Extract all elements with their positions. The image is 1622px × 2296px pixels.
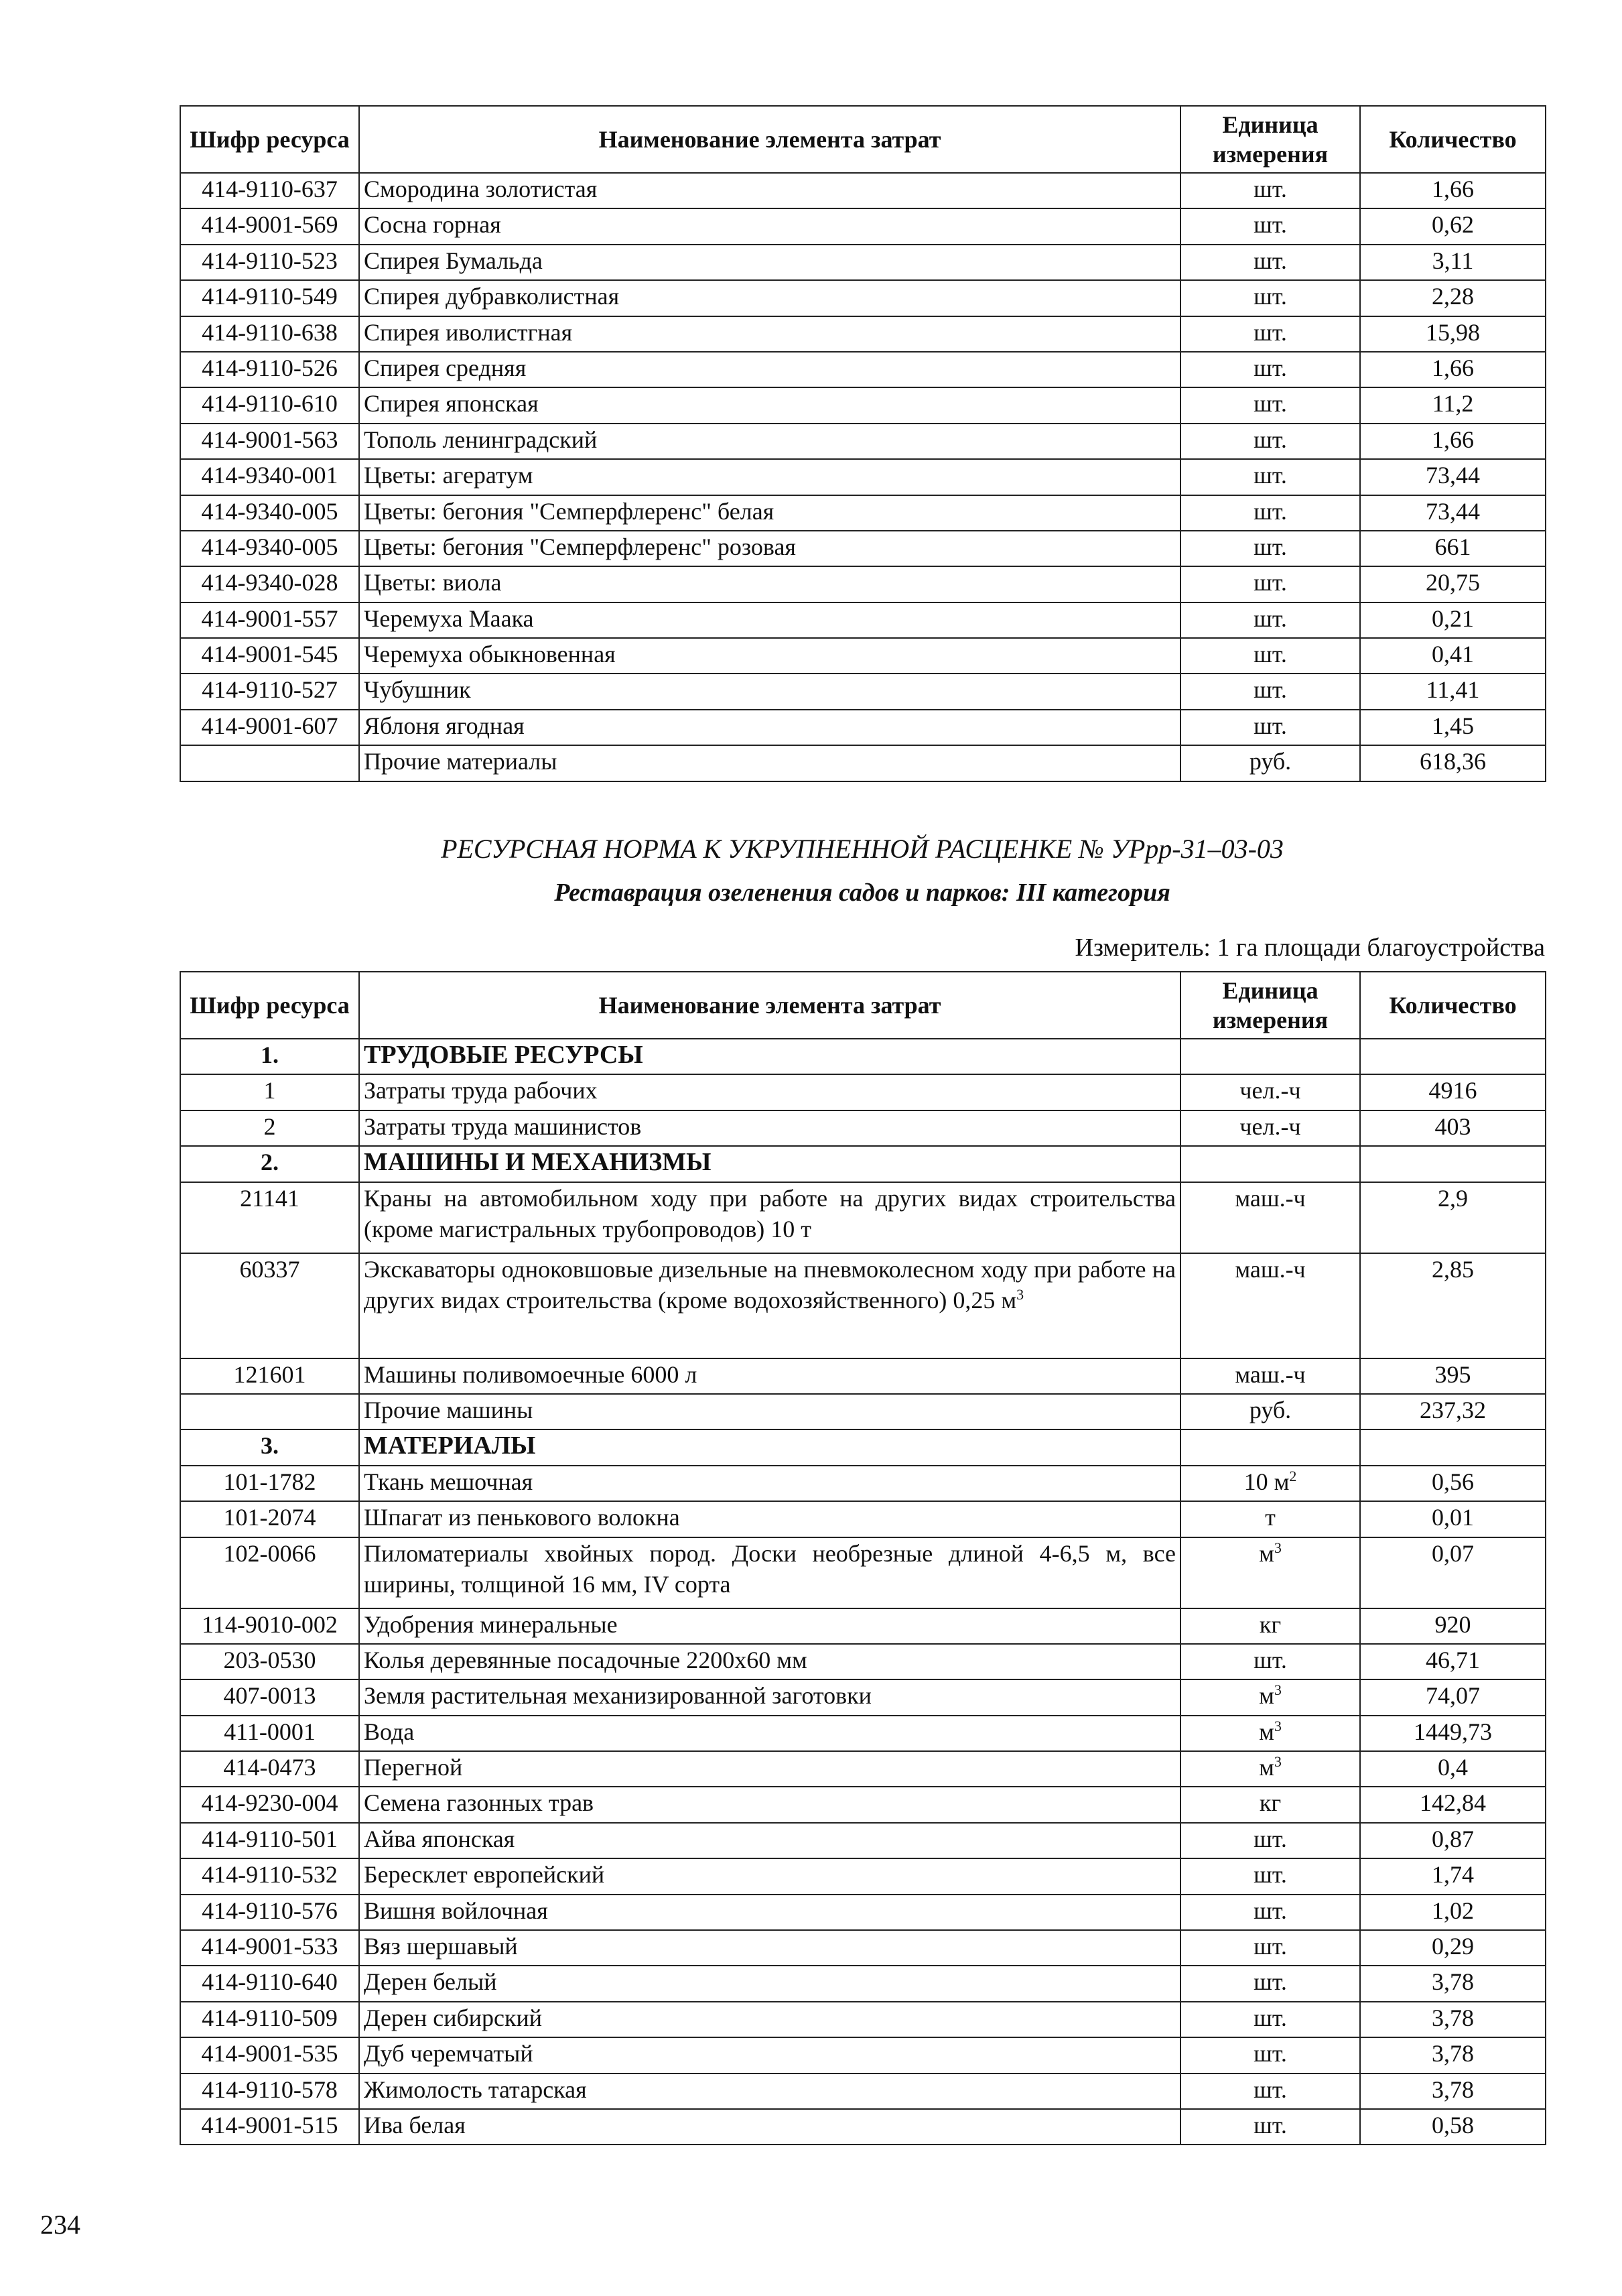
cell-unit: кг (1180, 1787, 1360, 1822)
table-row (180, 1930, 1546, 1966)
cell-code: 414-9110-527 (180, 674, 359, 709)
cell-name: Вишня войлочная (359, 1895, 1180, 1930)
cell-unit: т (1180, 1501, 1360, 1537)
cell-unit: шт. (1180, 2002, 1360, 2037)
cell-name: Удобрения минеральные (359, 1608, 1180, 1644)
cell-unit: руб. (1180, 745, 1360, 781)
header-name: Наименование элемента затрат (359, 106, 1180, 173)
cell-qty: 73,44 (1360, 459, 1546, 495)
cell-qty: 3,78 (1360, 2074, 1546, 2109)
section-row-labor (180, 1039, 1546, 1074)
cell-unit: руб. (1180, 1394, 1360, 1429)
cell-code: 203-0530 (180, 1644, 359, 1679)
section-number: 3. (180, 1429, 359, 1465)
table-row (180, 1895, 1546, 1930)
cell-qty: 0,29 (1360, 1930, 1546, 1966)
page-number: 234 (40, 2210, 80, 2240)
cell-unit: маш.-ч (1180, 1253, 1360, 1358)
cell-qty: 618,36 (1360, 745, 1546, 781)
section-row-materials (180, 1429, 1546, 1465)
table-row (180, 531, 1546, 566)
section-number: 2. (180, 1146, 359, 1182)
superscript: 3 (1274, 1717, 1282, 1734)
superscript: 3 (1274, 1753, 1282, 1771)
cell-name: Колья деревянные посадочные 2200х60 мм (359, 1644, 1180, 1679)
cell-name: Земля растительная механизированной заготовки (359, 1679, 1180, 1715)
table-row (180, 2109, 1546, 2145)
cell-code: 101-2074 (180, 1501, 359, 1537)
cell-unit: шт. (1180, 1823, 1360, 1858)
cell-unit (1180, 1716, 1360, 1751)
table-row (180, 674, 1546, 709)
cell-code: 121601 (180, 1358, 359, 1394)
cell-unit: шт. (1180, 1930, 1360, 1966)
cell-code (180, 745, 359, 781)
cell-name: Чубушник (359, 674, 1180, 709)
cell-qty: 73,44 (1360, 495, 1546, 531)
cell-code: 411-0001 (180, 1716, 359, 1751)
cell-code: 414-9110-501 (180, 1823, 359, 1858)
cell-code: 414-9110-637 (180, 173, 359, 208)
cell-unit: шт. (1180, 674, 1360, 709)
cell-unit: шт. (1180, 1895, 1360, 1930)
table-row (180, 1358, 1546, 1394)
table-row (180, 1608, 1546, 1644)
cell-code: 414-9001-545 (180, 638, 359, 674)
cell-unit: чел.-ч (1180, 1110, 1360, 1146)
table-row (180, 1751, 1546, 1787)
superscript: 3 (1274, 1681, 1282, 1699)
cell-name: Черемуха Маака (359, 602, 1180, 638)
header-code: Шифр ресурса (180, 106, 359, 173)
section-title: МАТЕРИАЛЫ (359, 1429, 1180, 1465)
cell-unit: шт. (1180, 245, 1360, 280)
cell-unit (1180, 1751, 1360, 1787)
norm-subtitle: Реставрация озеленения садов и парков: III категория (554, 879, 1170, 907)
resource-norm-table (180, 971, 1546, 2145)
table-row (180, 352, 1546, 387)
cell-qty: 142,84 (1360, 1787, 1546, 1822)
cell-qty: 920 (1360, 1608, 1546, 1644)
cell-qty: 1,45 (1360, 710, 1546, 745)
section-title: ТРУДОВЫЕ РЕСУРСЫ (359, 1039, 1180, 1074)
cell-unit: шт. (1180, 638, 1360, 674)
cell-unit: шт. (1180, 424, 1360, 459)
table-row (180, 316, 1546, 352)
table-header-row (180, 972, 1546, 1039)
cell-code: 414-9340-001 (180, 459, 359, 495)
cell-code: 414-9230-004 (180, 1787, 359, 1822)
measure-unit-note: Измеритель: 1 га площади благоустройства (1075, 934, 1545, 962)
cell-unit: шт. (1180, 1644, 1360, 1679)
table-row (180, 710, 1546, 745)
cell-name: Спирея средняя (359, 352, 1180, 387)
cell-code: 21141 (180, 1182, 359, 1253)
cell-code: 414-9110-576 (180, 1895, 359, 1930)
cell-name: Семена газонных трав (359, 1787, 1180, 1822)
table-row (180, 387, 1546, 423)
cell-unit: шт. (1180, 566, 1360, 602)
cell-qty: 4916 (1360, 1074, 1546, 1110)
table-row (180, 1074, 1546, 1110)
cell-qty: 0,21 (1360, 602, 1546, 638)
cell-qty: 11,2 (1360, 387, 1546, 423)
header-code: Шифр ресурса (180, 972, 359, 1039)
cell-code: 414-9340-005 (180, 531, 359, 566)
cell-name: Краны на автомобильном ходу при работе на других видах строительства (кроме магистральных трубопроводов) 10 т (359, 1182, 1180, 1253)
cell-unit: шт. (1180, 352, 1360, 387)
cell-code: 414-9110-532 (180, 1858, 359, 1894)
cell-qty: 403 (1360, 1110, 1546, 1146)
cell-unit: шт. (1180, 2037, 1360, 2073)
table-row (180, 424, 1546, 459)
cell-code: 414-0473 (180, 1751, 359, 1787)
cell-code: 102-0066 (180, 1537, 359, 1608)
cell-code: 414-9110-509 (180, 2002, 359, 2037)
cell-name: Ткань мешочная (359, 1466, 1180, 1501)
cell-qty: 0,4 (1360, 1751, 1546, 1787)
cell-unit-text: м (1259, 1682, 1274, 1710)
cell-code: 414-9001-533 (180, 1930, 359, 1966)
cell-name: Перегной (359, 1751, 1180, 1787)
table-header-row (180, 106, 1546, 173)
cell-unit: шт. (1180, 280, 1360, 316)
cell-unit: шт. (1180, 173, 1360, 208)
header-qty: Количество (1360, 106, 1546, 173)
cell-code: 414-9110-610 (180, 387, 359, 423)
cell-qty: 3,78 (1360, 2002, 1546, 2037)
cell-unit: шт. (1180, 2109, 1360, 2145)
table-row (180, 1966, 1546, 2001)
cell-qty: 1449,73 (1360, 1716, 1546, 1751)
cell-unit-text: м (1259, 1754, 1274, 1781)
cell-name: Жимолость татарская (359, 2074, 1180, 2109)
cell-name: Прочие материалы (359, 745, 1180, 781)
cell-unit: шт. (1180, 208, 1360, 244)
cell-name: Спирея японская (359, 387, 1180, 423)
table-row (180, 1182, 1546, 1253)
cell-name: Цветы: виола (359, 566, 1180, 602)
cell-qty: 0,41 (1360, 638, 1546, 674)
cell-qty: 3,78 (1360, 2037, 1546, 2073)
cell-name: Цветы: агератум (359, 459, 1180, 495)
cell-unit: чел.-ч (1180, 1074, 1360, 1110)
cell-qty: 1,02 (1360, 1895, 1546, 1930)
header-qty: Количество (1360, 972, 1546, 1039)
cell-name: Ива белая (359, 2109, 1180, 2145)
cell-unit: шт. (1180, 316, 1360, 352)
table-row (180, 1394, 1546, 1429)
cell-unit: шт. (1180, 602, 1360, 638)
cell-name: Тополь ленинградский (359, 424, 1180, 459)
cell-code: 414-9110-578 (180, 2074, 359, 2109)
cell-code (180, 1394, 359, 1429)
cell-qty: 237,32 (1360, 1394, 1546, 1429)
cell-unit: шт. (1180, 1858, 1360, 1894)
cell-code: 407-0013 (180, 1679, 359, 1715)
table-row (180, 1253, 1546, 1358)
cell-name: Черемуха обыкновенная (359, 638, 1180, 674)
cell-unit: шт. (1180, 531, 1360, 566)
cell-code: 414-9001-535 (180, 2037, 359, 2073)
cell-unit (1180, 1466, 1360, 1501)
cell-qty: 0,87 (1360, 1823, 1546, 1858)
cell-name: Спирея иволистгная (359, 316, 1180, 352)
superscript: 2 (1289, 1467, 1297, 1484)
cell-unit: шт. (1180, 2074, 1360, 2109)
cell-unit: маш.-ч (1180, 1182, 1360, 1253)
cell-code: 414-9001-569 (180, 208, 359, 244)
cell-name: Цветы: бегония "Семперфлеренс" белая (359, 495, 1180, 531)
table-row (180, 2037, 1546, 2073)
table-row (180, 459, 1546, 495)
cell-qty: 1,74 (1360, 1858, 1546, 1894)
cell-qty: 0,56 (1360, 1466, 1546, 1501)
header-name: Наименование элемента затрат (359, 972, 1180, 1039)
cell-qty: 3,78 (1360, 1966, 1546, 2001)
table-row (180, 495, 1546, 531)
cell-unit-text: м (1259, 1718, 1274, 1745)
table-row (180, 245, 1546, 280)
cell-name: Сосна горная (359, 208, 1180, 244)
cell-name-text: Экскаваторы одноковшовые дизельные на пневмоколесном ходу при работе на других видах строительства (кроме водохозяйственного) 0,25 м (364, 1255, 1176, 1314)
cell-code: 414-9001-515 (180, 2109, 359, 2145)
cell-qty: 46,71 (1360, 1644, 1546, 1679)
table-row (180, 1501, 1546, 1537)
cell-name: Машины поливомоечные 6000 л (359, 1358, 1180, 1394)
cell-unit: шт. (1180, 459, 1360, 495)
cell-unit: маш.-ч (1180, 1358, 1360, 1394)
section-row-machines (180, 1146, 1546, 1182)
cell-code: 114-9010-002 (180, 1608, 359, 1644)
cell-code: 1 (180, 1074, 359, 1110)
section-title: МАШИНЫ И МЕХАНИЗМЫ (359, 1146, 1180, 1182)
cell-qty: 661 (1360, 531, 1546, 566)
cell-name: Затраты труда рабочих (359, 1074, 1180, 1110)
cell-name: Затраты труда машинистов (359, 1110, 1180, 1146)
cell-code: 414-9110-523 (180, 245, 359, 280)
table-row (180, 745, 1546, 781)
table-row (180, 566, 1546, 602)
cell-unit: кг (1180, 1608, 1360, 1644)
norm-title: РЕСУРСНАЯ НОРМА К УКРУПНЕННОЙ РАСЦЕНКЕ № УРрр-31–03-03 (441, 834, 1284, 864)
cell-name: Спирея Бумальда (359, 245, 1180, 280)
cell-code: 414-9001-563 (180, 424, 359, 459)
table-row (180, 2074, 1546, 2109)
cell-code: 414-9001-607 (180, 710, 359, 745)
cell-code: 414-9110-526 (180, 352, 359, 387)
cell-code: 414-9340-005 (180, 495, 359, 531)
cell-name: Пиломатериалы хвойных пород. Доски необрезные длиной 4-6,5 м, все ширины, толщиной 16 мм, IV сорта (359, 1537, 1180, 1608)
table-row (180, 638, 1546, 674)
cell-qty: 3,11 (1360, 245, 1546, 280)
cell-code: 414-9110-640 (180, 1966, 359, 2001)
cell-code: 2 (180, 1110, 359, 1146)
cell-qty: 1,66 (1360, 424, 1546, 459)
cell-name: Яблоня ягодная (359, 710, 1180, 745)
cell-code: 414-9110-549 (180, 280, 359, 316)
cell-unit-text: 10 м (1243, 1468, 1290, 1495)
cell-name: Вода (359, 1716, 1180, 1751)
cell-name: Бересклет европейский (359, 1858, 1180, 1894)
cell-unit: шт. (1180, 495, 1360, 531)
cell-unit-text: м (1259, 1539, 1274, 1567)
cell-qty: 395 (1360, 1358, 1546, 1394)
header-unit: Единица измерения (1180, 972, 1360, 1039)
cell-qty: 11,41 (1360, 674, 1546, 709)
cell-code: 414-9340-028 (180, 566, 359, 602)
cell-name: Шпагат из пенькового волокна (359, 1501, 1180, 1537)
cell-name: Спирея дубравколистная (359, 280, 1180, 316)
cell-name: Прочие машины (359, 1394, 1180, 1429)
cell-code: 414-9110-638 (180, 316, 359, 352)
table-row (180, 1110, 1546, 1146)
table-row (180, 173, 1546, 208)
cell-code: 60337 (180, 1253, 359, 1358)
cell-qty: 2,9 (1360, 1182, 1546, 1253)
section-number: 1. (180, 1039, 359, 1074)
superscript: 3 (1274, 1539, 1282, 1556)
table-row (180, 602, 1546, 638)
table-row (180, 1716, 1546, 1751)
cell-qty: 0,58 (1360, 2109, 1546, 2145)
cell-unit: шт. (1180, 1966, 1360, 2001)
cell-qty: 2,28 (1360, 280, 1546, 316)
cell-qty: 0,07 (1360, 1537, 1546, 1608)
table-row (180, 2002, 1546, 2037)
table-row (180, 208, 1546, 244)
superscript: 3 (1016, 1285, 1024, 1303)
cell-code: 101-1782 (180, 1466, 359, 1501)
cell-name: Смородина золотистая (359, 173, 1180, 208)
cell-qty: 74,07 (1360, 1679, 1546, 1715)
table-row (180, 1679, 1546, 1715)
cell-unit (1180, 1537, 1360, 1608)
cell-qty: 20,75 (1360, 566, 1546, 602)
cell-qty: 0,62 (1360, 208, 1546, 244)
table-row (180, 1823, 1546, 1858)
cell-unit: шт. (1180, 387, 1360, 423)
cell-name: Дуб черемчатый (359, 2037, 1180, 2073)
cell-unit: шт. (1180, 710, 1360, 745)
cell-name: Дерен сибирский (359, 2002, 1180, 2037)
materials-table-continued (180, 105, 1546, 782)
cell-name: Цветы: бегония "Семперфлеренс" розовая (359, 531, 1180, 566)
cell-name: Дерен белый (359, 1966, 1180, 2001)
table-row (180, 1466, 1546, 1501)
table-row (180, 1537, 1546, 1608)
cell-qty: 1,66 (1360, 352, 1546, 387)
cell-qty: 1,66 (1360, 173, 1546, 208)
cell-code: 414-9001-557 (180, 602, 359, 638)
cell-name (359, 1253, 1180, 1358)
cell-name: Айва японская (359, 1823, 1180, 1858)
table-row (180, 1644, 1546, 1679)
table-row (180, 1858, 1546, 1894)
table-row (180, 1787, 1546, 1822)
cell-unit (1180, 1679, 1360, 1715)
cell-name: Вяз шершавый (359, 1930, 1180, 1966)
cell-qty: 15,98 (1360, 316, 1546, 352)
table-row (180, 280, 1546, 316)
header-unit: Единица измерения (1180, 106, 1360, 173)
cell-qty: 0,01 (1360, 1501, 1546, 1537)
cell-qty: 2,85 (1360, 1253, 1546, 1358)
